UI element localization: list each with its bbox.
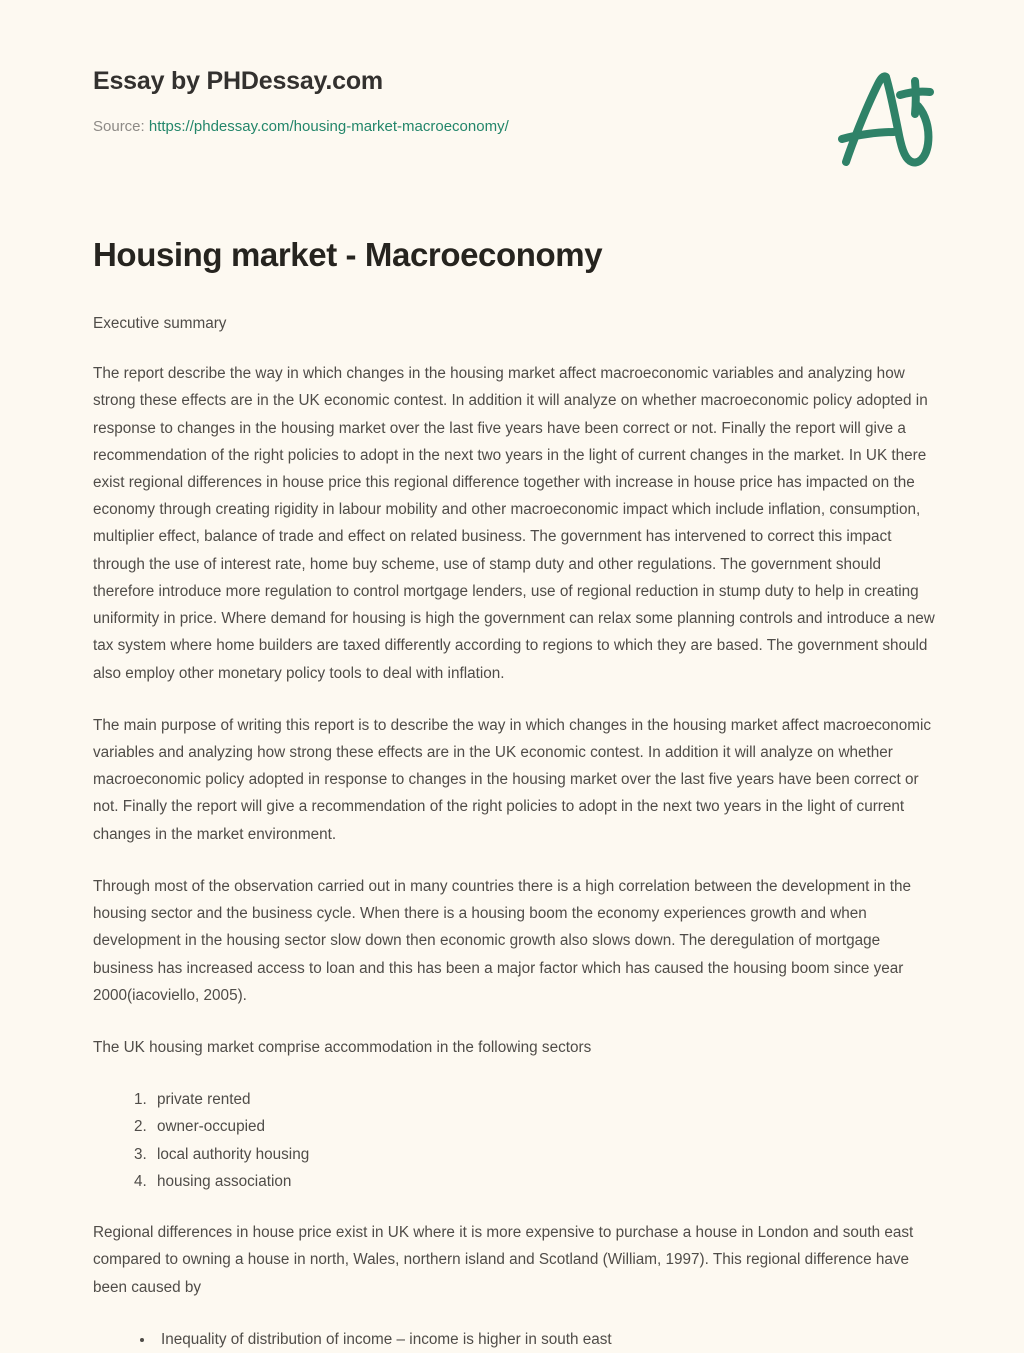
paragraph-executive-summary: The report describe the way in which changes in the housing market affect macroeconomic variables and analyzing how strong these effects are in the UK economic contest. In addition it will analyze on whether macroeconomic policy adopted in response to changes in the housing market over the last five years have been correct or not. Finally the report will give a recommendation of the right policies to adopt in the next two years in the light of current changes in the market. In UK there exist regional differences in house price this regional difference together with increase in house price has impacted on the economy through creating rigidity in labour mobility and other macroeconomic impact which include inflation, consumption, multiplier effect, balance of trade and effect on related business. The government has intervened to correct this impact through the use of interest rate, home buy scheme, use of stamp duty and other regulations. The government should therefore introduce more regulation to control mortgage lenders, use of regional reduction in stump duty to help in creating uniformity in price. Where demand for housing is high the government can relax some planning controls and introduce a new tax system where home builders are taxed differently according to regions to which they are based. The government should also employ other monetary policy tools to deal with inflation. bbox=[93, 365, 935, 682]
list-item: 2. owner-occupied bbox=[151, 1113, 938, 1140]
causes-list bbox=[93, 1326, 938, 1353]
sectors-list bbox=[93, 1086, 938, 1195]
paragraph-purpose: The main purpose of writing this report is to describe the way in which changes in the housing market affect macroeconomic variables and analyzing how strong these effects are in the UK economic contest. In addition it will analyze on whether macroeconomic policy adopted in response to changes in the housing market over the last five years have been correct or not. Finally the report will give a recommendation of the right policies to adopt in the next two years in the light of current changes in the market environment. bbox=[93, 716, 932, 843]
list-item: 1. private rented bbox=[151, 1086, 938, 1113]
list-item: 4. housing association bbox=[151, 1168, 938, 1195]
paragraph-observation: Through most of the observation carried out in many countries there is a high correlation between the development in the housing sector and the business cycle. When there is a housing boom the economy experiences growth and when development in the housing sector slow down then economic growth also slows down. The deregulation of mortgage business has increased access to loan and this has been a major factor which has caused the housing boom since year 2000(iacoviello, 2005). bbox=[93, 877, 912, 1004]
source-url-link[interactable]: https://phdessay.com/housing-market-macroeconomy/ bbox=[148, 117, 509, 135]
source-line bbox=[93, 117, 938, 137]
page-header bbox=[93, 68, 938, 176]
list-item: • Inequality of distribution of income – income is higher in south east bbox=[155, 1326, 938, 1353]
paragraph-sectors-intro: The UK housing market comprise accommodation in the following sectors bbox=[93, 1038, 592, 1056]
page-title: Housing market - Macroeconomy bbox=[93, 236, 603, 273]
list-item: 3. local authority housing bbox=[151, 1141, 938, 1168]
document-content bbox=[93, 236, 938, 1353]
section-heading-executive-summary: Executive summary bbox=[93, 314, 227, 332]
source-label: Source: bbox=[93, 117, 145, 135]
brand-title: Essay by PHDessay.com bbox=[93, 67, 383, 95]
paragraph-regional-differences: Regional differences in house price exist in UK where it is more expensive to purchase a house in London and south east compared to owning a house in north, Wales, northern island and Scotland (William, 1997). This regional difference have been caused by bbox=[93, 1224, 914, 1296]
